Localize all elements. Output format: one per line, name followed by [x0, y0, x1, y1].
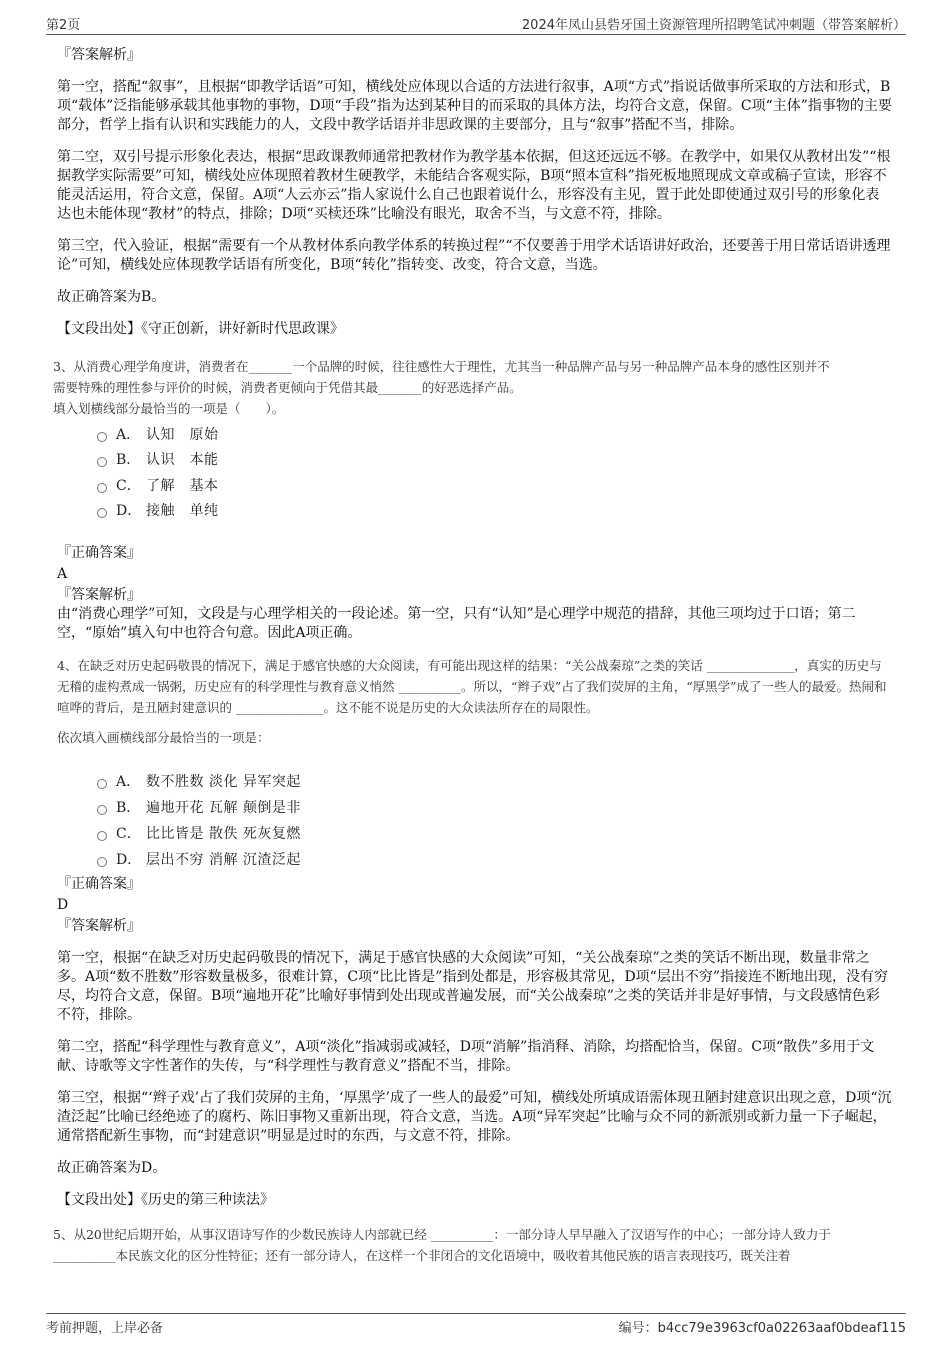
option-text: 遍地开花 瓦解 颠倒是非 [146, 800, 301, 816]
q3-option-a[interactable] [97, 421, 893, 447]
q4-source: 【文段出处】《历史的第三种读法》 [57, 1192, 274, 1208]
q2-conclusion: 故正确答案为B。 [57, 289, 166, 305]
q2-analysis-para2: 第二空，双引号提示形象化表达，根据“思政课教师通常把教材作为教学基本依据，但这还远远不够。在教学中，如果仅从教材出发”“根据教学实际需要”可知，横线处应体现照着教材生硬教学，未能结合客观实际，B项“照本宣科”指死板地照现成文章或稿子宣读，形容不能灵活运用，符合文意，保留。A项“人云亦云”指人家说什么自己也跟着说什么，形容没有主见，置于此处即使通过双引号的形象化表达也未能体现“教材”的特点，排除；D项“买椟还珠”比喻没有眼光，取舍不当，与文意不符，排除。 [57, 149, 891, 222]
q4-option-b[interactable] [97, 794, 893, 820]
q3-answer: A [57, 566, 68, 582]
footer-code-value: b4cc79e3963cf0a02263aaf0bdeaf115 [657, 1321, 906, 1336]
q3-answer-heading: 『正确答案』 [57, 545, 141, 561]
option-text: 数不胜数 淡化 异军突起 [146, 774, 301, 790]
option-letter: C． [116, 477, 141, 494]
radio-icon[interactable] [97, 457, 107, 467]
page-number: 第2页 [46, 18, 81, 33]
q2-analysis-para3: 第三空，代入验证，根据“需要有一个从教材体系向教学体系的转换过程”“不仅要善于用学术话语讲好政治，还要善于用日常话语讲透理论”可知，横线处应体现教学话语有所变化，B项“转化”指转变、改变，符合文意，当选。 [57, 238, 891, 273]
radio-icon[interactable] [97, 508, 107, 518]
radio-icon[interactable] [97, 483, 107, 493]
option-letter: A． [116, 426, 141, 443]
q3-option-b[interactable] [97, 447, 893, 473]
radio-icon[interactable] [97, 857, 107, 867]
q3-option-c[interactable] [97, 472, 893, 498]
q4-analysis-para2: 第二空，搭配“科学理性与教育意义”，A项“淡化”指减弱或减轻，D项“消解”指消释、消除，均搭配恰当，保留。C项“散佚”多用于文献、诗歌等文字性著作的失传，与“科学理性与教育意义”搭配不当，排除。 [57, 1039, 875, 1074]
q4-option-a[interactable] [97, 768, 893, 794]
footer-code [619, 1317, 906, 1336]
option-text: 接触 单纯 [146, 503, 219, 520]
option-letter: D． [116, 852, 142, 868]
question-4 [57, 655, 893, 1210]
radio-icon[interactable] [97, 779, 107, 789]
q4-option-d[interactable] [97, 846, 893, 872]
q4-analysis-para3: 第三空，根据“‘辫子戏’占了我们荧屏的主角，‘厚黑学’成了一些人的最爱”可知，横线处所填成语需体现丑陋封建意识出现之意，D项“沉渣泛起”比喻已经绝迹了的腐朽、陈旧事物又重新出现，符合文意，当选。A项“异军突起”比喻与众不同的新派别或新力量一下子崛起，通常搭配新生事物，而“封建意识”明显是过时的东西，与文意不符，排除。 [57, 1090, 892, 1144]
question-3 [53, 356, 893, 643]
q4-stem: 4、在缺乏对历史起码敬畏的情况下，满足于感官快感的大众阅读，有可能出现这样的结果：“关公战秦琼”之类的笑话 ______________，真实的历史与无稽的虚构煮成一锅粥，历史应有的科学理性与教育意义悄然 __________。所以，“辫子戏”占了我们荧屏的主角，“厚黑学”成了一些人的最爱。热闹和喧哗的背后，是丑陋封建意识的 ______________。这不能不说是历史的大众读法所存在的局限性。 [57, 658, 887, 715]
radio-icon[interactable] [97, 831, 107, 841]
q2-analysis-heading: 『答案解析』 [57, 47, 141, 63]
footer-slogan: 考前押题，上岸必备 [46, 1321, 164, 1336]
q3-option-d[interactable] [97, 498, 893, 524]
footer-code-label: 编号： [618, 1321, 658, 1336]
option-letter: B． [116, 800, 141, 816]
option-letter: B． [116, 452, 141, 469]
option-letter: D． [116, 503, 142, 520]
question-5 [53, 1224, 893, 1266]
option-text: 了解 基本 [146, 477, 219, 494]
q5-stem: 5、从20世纪后期开始，从事汉语诗写作的少数民族诗人内部就已经 __________：一部分诗人早早融入了汉语写作的中心；一部分诗人致力于 __________本民族文化的区分性特征；还有一部分诗人，在这样一个非闭合的文化语境中，吸收着其他民族的语言表现技巧，既关注着 [53, 1227, 831, 1263]
q2-source: 【文段出处】《守正创新，讲好新时代思政课》 [57, 321, 344, 337]
page-footer [46, 1313, 906, 1336]
option-letter: C． [116, 826, 141, 842]
option-letter: A． [116, 774, 141, 790]
option-text: 层出不穷 消解 沉渣泛起 [146, 852, 301, 868]
document-title: 2024年凤山县砦牙国土资源管理所招聘笔试冲刺题（带答案解析） [521, 18, 906, 33]
q4-prompt: 依次填入画横线部分最恰当的一项是： [57, 730, 270, 745]
q4-analysis-heading: 『答案解析』 [57, 918, 141, 934]
q4-conclusion: 故正确答案为D。 [57, 1160, 167, 1176]
q3-options [97, 421, 893, 523]
q3-analysis-heading: 『答案解析』 [57, 587, 141, 603]
q4-answer: D [57, 897, 69, 913]
option-text: 认知 原始 [146, 426, 219, 443]
q3-stem-line2: 需要特殊的理性参与评价的时候，消费者更倾向于凭借其最_______的好恶选择产品。 [53, 380, 522, 395]
option-text: 比比皆是 散佚 死灰复燃 [146, 826, 301, 842]
radio-icon[interactable] [97, 432, 107, 442]
q4-analysis-para1: 第一空，根据“在缺乏对历史起码敬畏的情况下，满足于感官快感的大众阅读”可知，“关公战秦琼”之类的笑话不断出现，数量非常之多。A项“数不胜数”形容数量极多，很难计算，C项“比比皆是”指到处都是，形容极其常见，D项“层出不穷”指接连不断地出现，没有穷尽，均符合文意，保留。B项“遍地开花”比喻好事情到处出现或普遍发展，而“关公战秦琼”之类的笑话并非是好事情，与文段感情色彩不符，排除。 [57, 950, 888, 1023]
option-text: 认识 本能 [146, 452, 219, 469]
page-header [46, 14, 906, 35]
q4-answer-heading: 『正确答案』 [57, 876, 141, 892]
q2-analysis-block [57, 46, 893, 339]
q4-options [97, 768, 893, 872]
page-content [53, 46, 893, 1266]
q3-analysis: 由“消费心理学”可知，文段是与心理学相关的一段论述。第一空，只有“认知”是心理学中规范的措辞，其他三项均过于口语；第二空，“原始”填入句中也符合句意。因此A项正确。 [57, 606, 856, 641]
q3-stem-line1: 3、从消费心理学角度讲，消费者在_______一个品牌的时候，往往感性大于理性，尤其当一种品牌产品与另一种品牌产品本身的感性区别并不 [53, 359, 830, 374]
radio-icon[interactable] [97, 805, 107, 815]
q3-prompt: 填入划横线部分最恰当的一项是（ ）。 [53, 401, 285, 416]
q4-option-c[interactable] [97, 820, 893, 846]
q2-analysis-para1: 第一空，搭配“叙事”，且根据“即教学话语”可知，横线处应体现以合适的方法进行叙事，A项“方式”指说话做事所采取的方法和形式，B项“载体”泛指能够承载其他事物的事物，D项“手段”指为达到某种目的而采取的具体方法，均符合文意，保留。C项“主体”指事物的主要部分，哲学上指有认识和实践能力的人，文段中教学话语并非思政课的主要部分，且与“叙事”搭配不当，排除。 [57, 79, 892, 133]
